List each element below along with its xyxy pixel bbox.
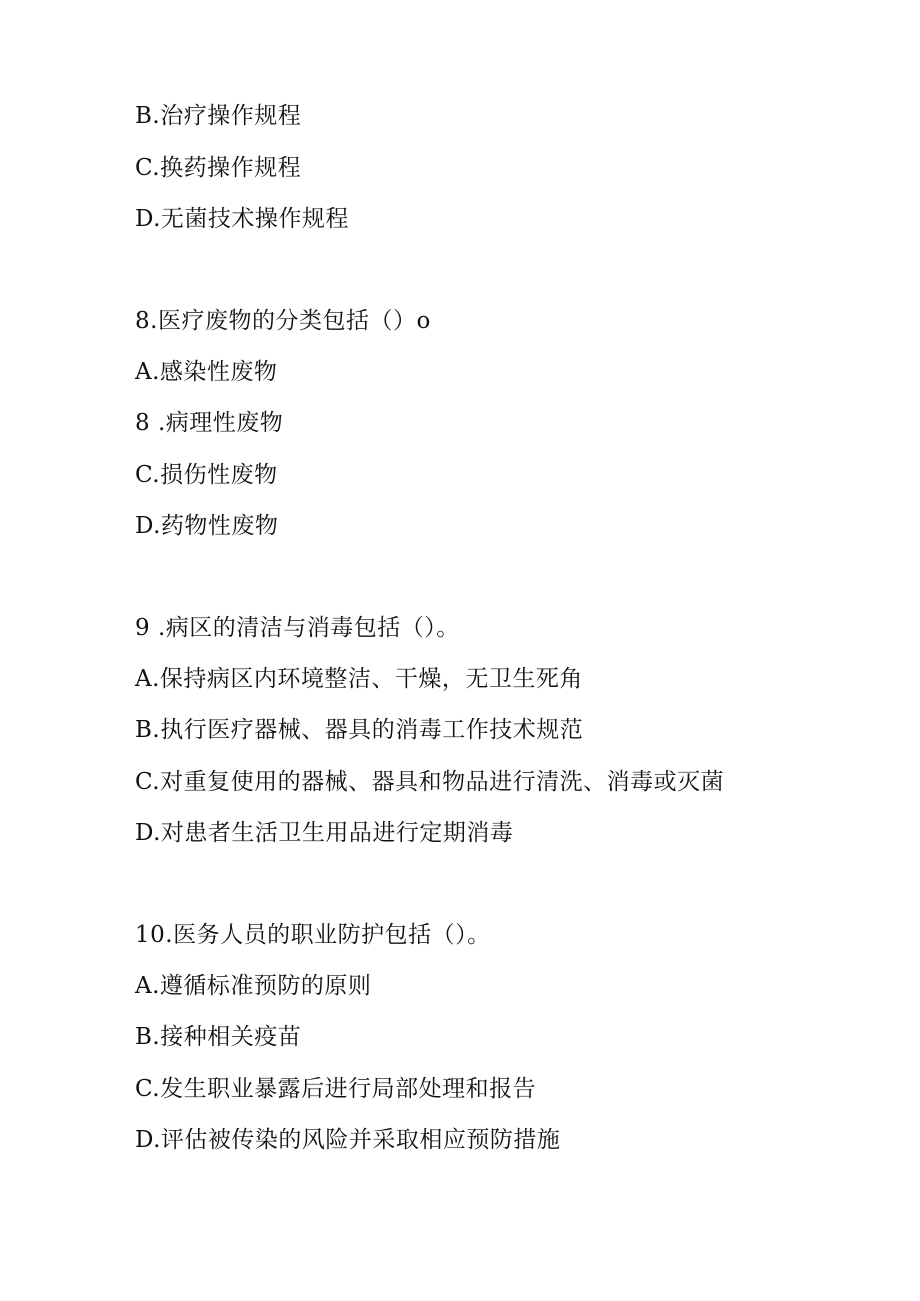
q7-option-b: B.治疗操作规程	[135, 103, 302, 129]
q9-option-a: A.保持病区内环境整洁、干燥，无卫生死角	[135, 666, 583, 692]
q8-option-c: C.损伤性废物	[135, 462, 278, 488]
q9-option-d: D.对患者生活卫生用品进行定期消毒	[135, 820, 514, 846]
q8-option-a: A.感染性废物	[135, 359, 278, 385]
q7-option-c: C.换药操作规程	[135, 155, 302, 181]
q8-option-d: D.药物性废物	[135, 513, 279, 539]
q9-option-b: B.执行医疗器械、器具的消毒工作技术规范	[135, 717, 584, 743]
q10-stem: 10.医务人员的职业防护包括（）。	[135, 922, 491, 948]
q9-stem: 9 .病区的清洁与消毒包括（）。	[135, 615, 460, 641]
q10-option-d: D.评估被传染的风险并采取相应预防措施	[135, 1127, 561, 1153]
q10-option-b: B.接种相关疫苗	[135, 1024, 302, 1050]
q10-option-a: A.遵循标准预防的原则	[135, 973, 372, 999]
q8-option-b: 8 .病理性废物	[135, 410, 284, 436]
q7-option-d: D.无菌技术操作规程	[135, 206, 349, 232]
q8-stem: 8.医疗废物的分类包括（）o	[135, 308, 431, 334]
q9-option-c: C.对重复使用的器械、器具和物品进行清洗、消毒或灭菌	[135, 769, 725, 795]
q10-option-c: C.发生职业暴露后进行局部处理和报告	[135, 1076, 537, 1102]
